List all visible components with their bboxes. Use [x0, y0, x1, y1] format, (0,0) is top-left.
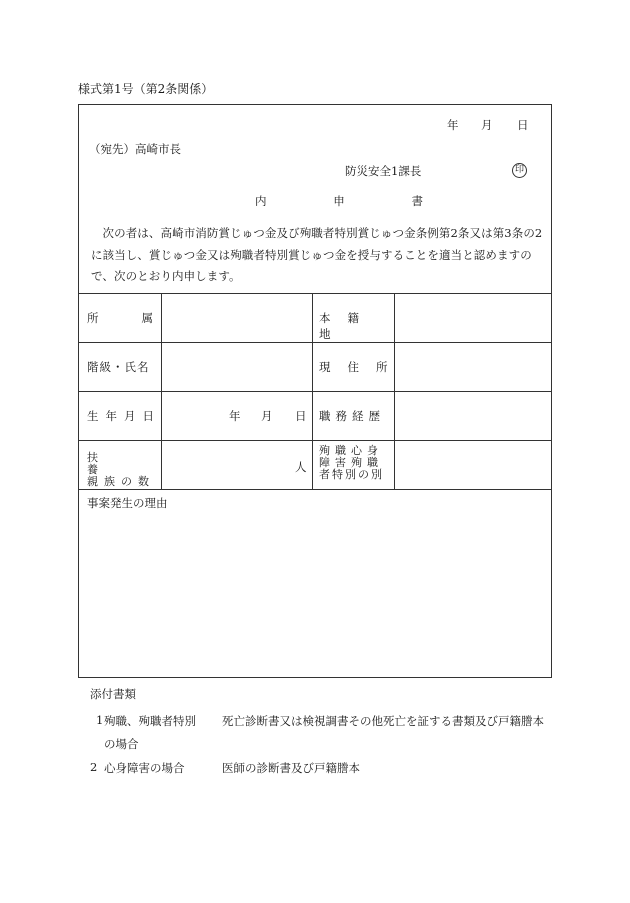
application-form-box [78, 104, 552, 678]
row-divider-5 [79, 489, 551, 490]
attachment-1-number: 1 [96, 713, 104, 727]
form-number: 様式第1号（第2条関係） [78, 82, 214, 96]
date-year: 年 [447, 118, 459, 132]
row-divider-3 [79, 391, 551, 392]
attachment-2-number: 2 [90, 760, 98, 774]
row-divider-2 [79, 342, 551, 343]
label-career: 職務経歴 [319, 409, 385, 423]
label-reason: 事案発生の理由 [87, 496, 168, 510]
label-category-line2: 障害殉職 [319, 456, 383, 469]
label-affiliation: 所 属 [87, 311, 153, 325]
label-category-line3: 者特別の別 [319, 468, 384, 481]
label-domicile-cell [319, 310, 387, 342]
attachment-1-case: 殉職、殉職者特別 [104, 714, 196, 728]
col-divider-3 [394, 293, 395, 489]
label-birthdate: 生年月日 [87, 409, 161, 423]
label-rank-name: 階級・氏名 [87, 360, 150, 374]
title-char-3: 書 [411, 194, 423, 208]
sender: 防災安全1課長 [345, 164, 422, 178]
label-domicile: 本籍地 [319, 311, 376, 341]
label-dependents [87, 452, 157, 488]
title-char-2: 申 [333, 194, 345, 208]
col-divider-1 [161, 293, 162, 489]
title-char-1: 内 [255, 194, 267, 208]
birth-year: 年 [229, 409, 241, 423]
row-divider-1 [79, 293, 551, 294]
label-dependents-line2: 親族の数 [87, 475, 155, 488]
attachment-1-docs: 死亡診断書又は検視調書その他死亡を証する書類及び戸籍謄本 [222, 714, 544, 728]
label-address: 現住所 [319, 360, 405, 374]
col-divider-2 [312, 293, 313, 489]
seal-mark [512, 161, 527, 178]
label-category [319, 445, 384, 481]
birth-day: 日 [295, 409, 307, 423]
date-day: 日 [517, 118, 529, 132]
body-text: 次の者は、高崎市消防賞じゅつ金及び殉職者特別賞じゅつ金条例第2条又は第3条の2に該当し、賞じゅつ金又は殉職者特別賞じゅつ金を授与することを適当と認めますので、次のとおり内申します。 [91, 226, 543, 283]
document-title [255, 193, 423, 209]
birth-month: 月 [261, 409, 273, 423]
attachment-2-case: 心身障害の場合 [104, 761, 185, 775]
attachment-2-docs: 医師の診断書及び戸籍謄本 [222, 761, 360, 775]
row-divider-4 [79, 440, 551, 441]
seal-icon: 印 [512, 163, 527, 178]
date-month: 月 [481, 118, 493, 132]
addressee: （宛先）高崎市長 [89, 142, 181, 156]
attachments-heading: 添付書類 [90, 687, 136, 701]
dependents-unit: 人 [295, 460, 307, 474]
label-category-line1: 殉職心身 [319, 444, 383, 457]
label-affiliation-cell [87, 310, 153, 326]
label-dependents-line1: 扶養 [87, 451, 146, 476]
attachment-1-case-line2: の場合 [104, 737, 139, 751]
